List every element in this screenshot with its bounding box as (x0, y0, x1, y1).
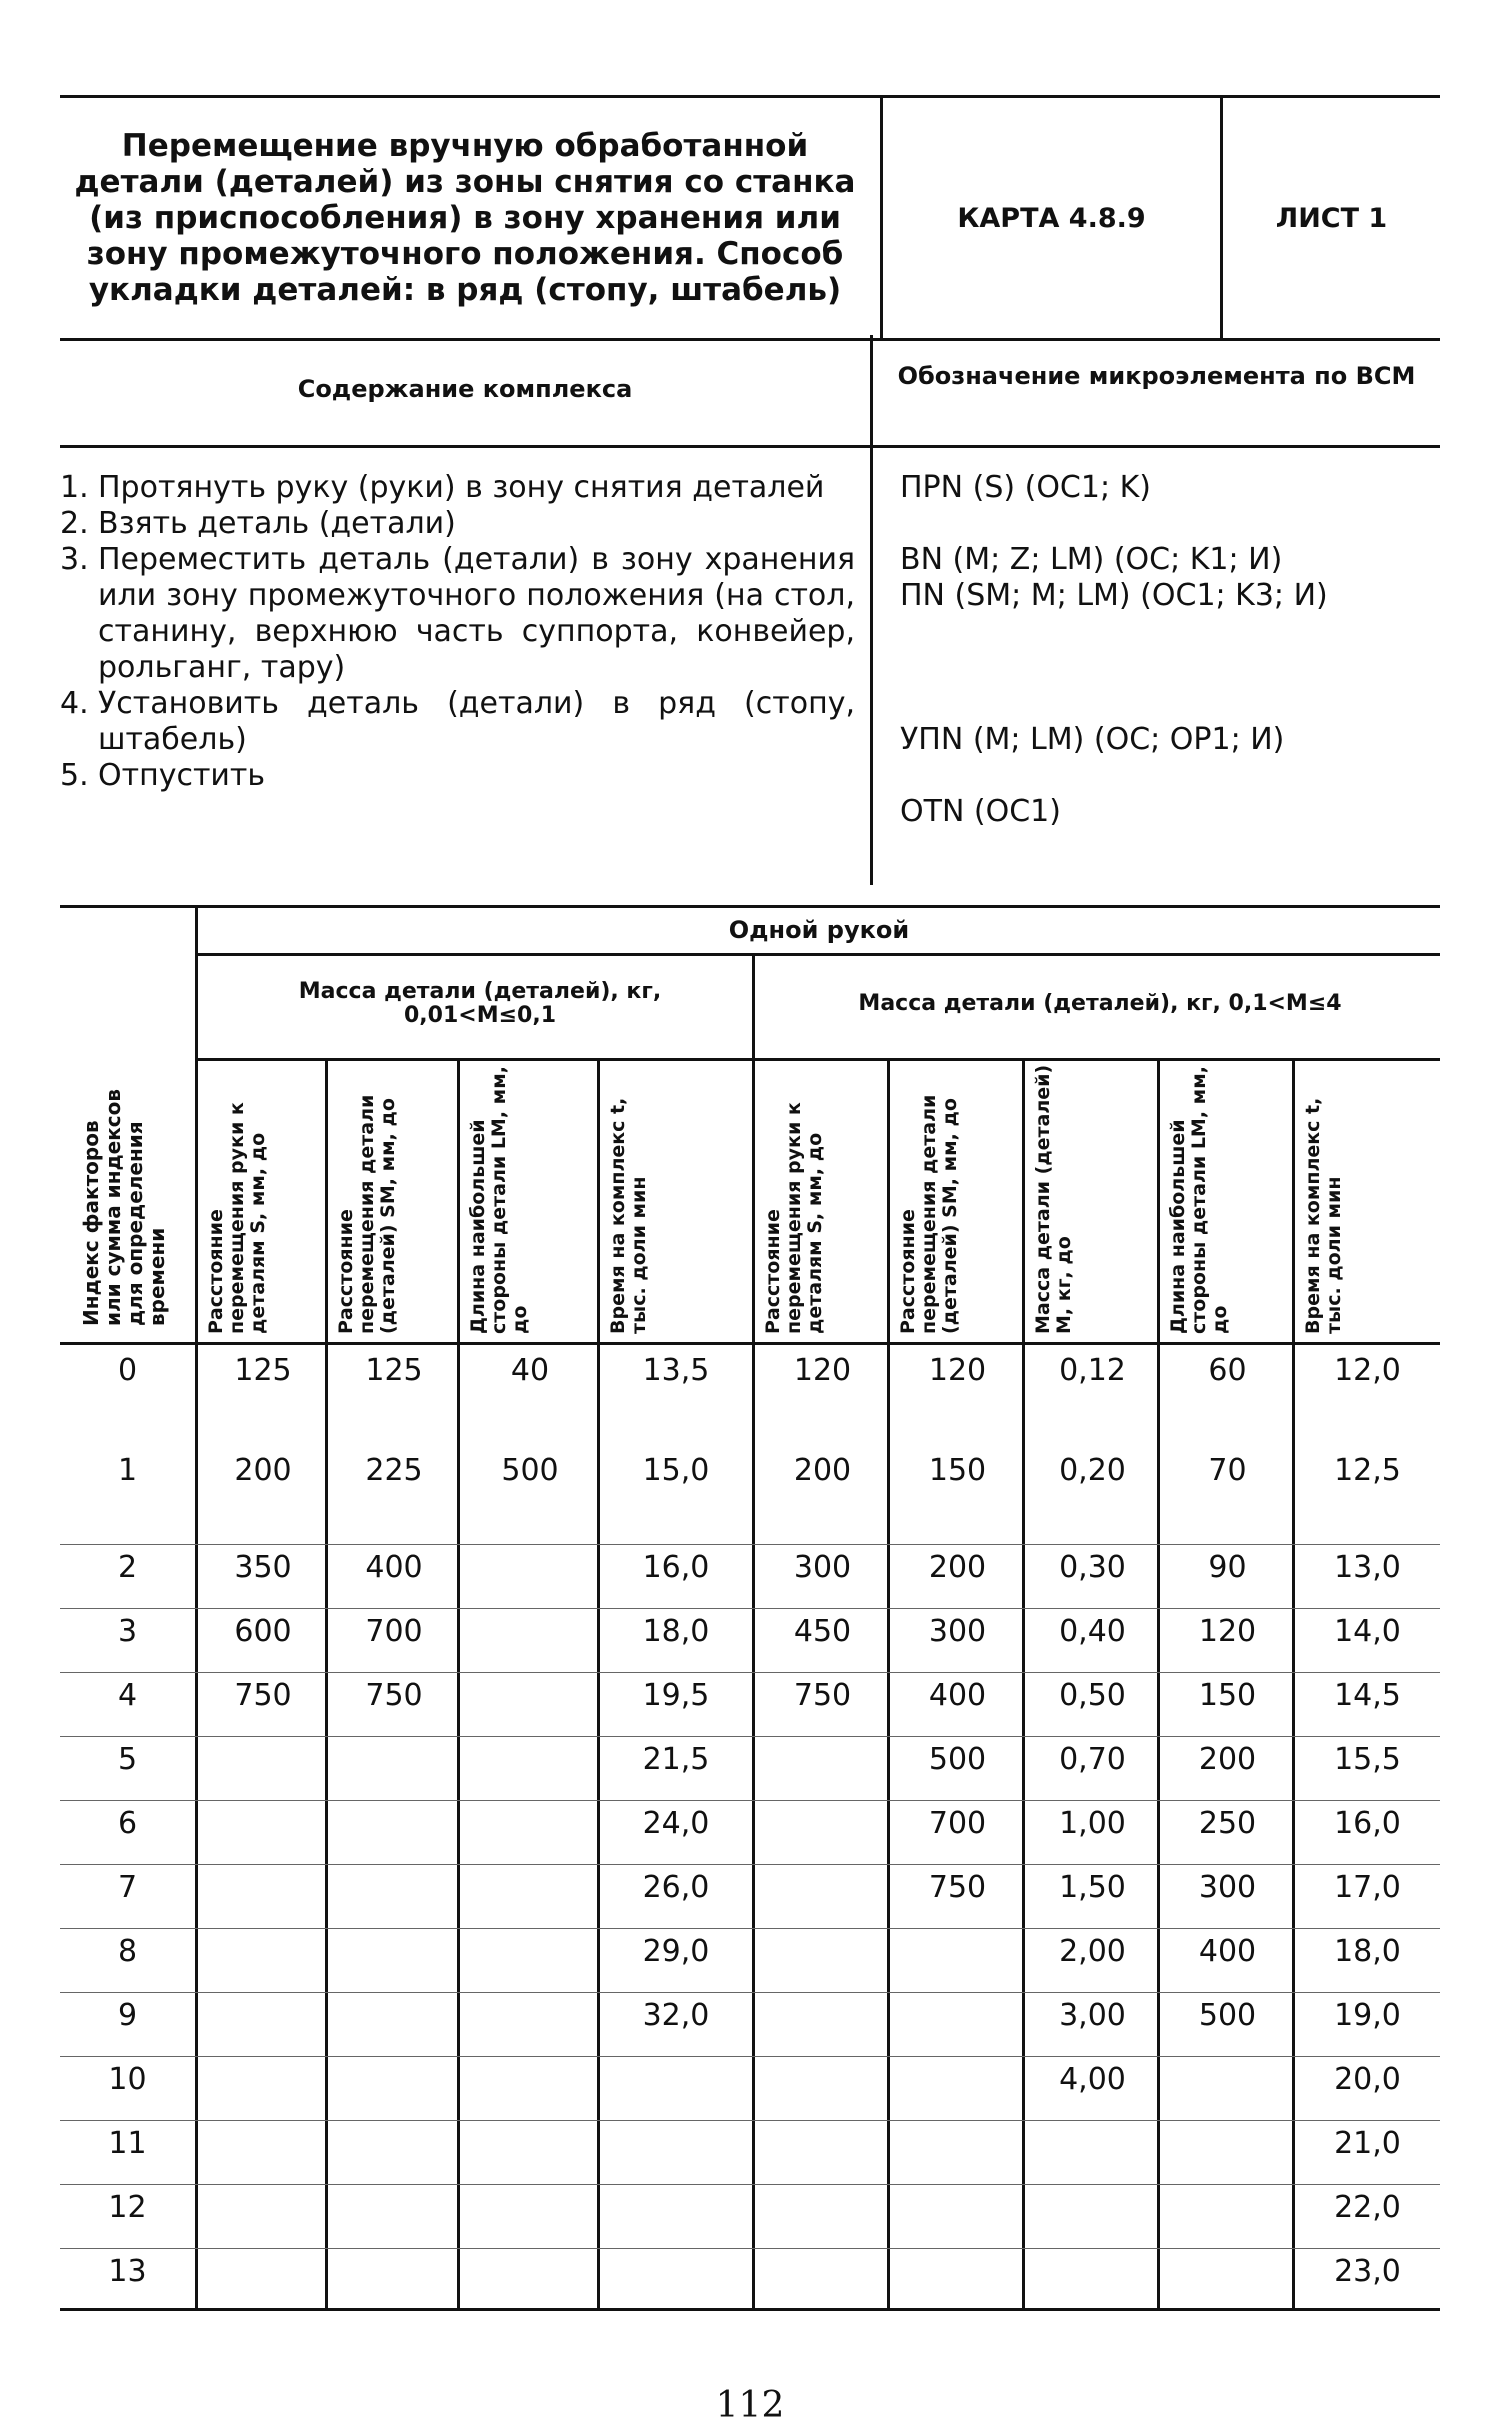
row-index: 0 (117, 1353, 138, 1388)
step-code: BN (M; Z; LM) (OC; K1; И) (900, 542, 1283, 577)
step-code: УПN (M; LM) (OC; OP1; И) (900, 722, 1285, 757)
table-cell: 3,00 (1059, 1998, 1126, 2033)
row-line (60, 2120, 1440, 2121)
table-cell: 150 (1198, 1678, 1257, 1713)
table-cell: 120 (1198, 1614, 1257, 1649)
row-line (60, 2056, 1440, 2057)
step-item: 2. Взять деталь (детали) (60, 506, 456, 541)
row-index: 1 (117, 1453, 138, 1488)
table-cell: 21,5 (642, 1742, 710, 1777)
table-cell: 225 (365, 1453, 423, 1488)
step-item: 1. Протянуть руку (руки) в зону снятия деталей (60, 470, 825, 505)
page-number: 112 (715, 2385, 785, 2426)
row-line (60, 1608, 1440, 1609)
table-cell: 24,0 (642, 1806, 710, 1841)
divider (60, 1342, 1440, 1345)
norms-table: Одной рукой Масса детали (деталей), кг, 0,01<M≤0,1 Масса детали (деталей), кг, 0,1<M≤4 Индекс факторов или сумма индексов для определения времени Расстояние перемещения руки к деталям S, мм, до Расстояние перемещения детали (деталей) SM, мм, до Длина наибольшей стороны детали LM, мм, до Время на комплекс t, тыс. доли мин Расстояние перемещения руки к деталям S, мм, до Расстояние перемещения детали (деталей) SM, мм, до Масса детали (деталей) M, кг, до Длина наибольшей стороны детали LM, мм, до Время на комплекс t, тыс. доли мин 0 125 125 40 13,5 120 120 0,12 60 12,0 1 200 225 500 15,0 200 150 0,20 70 12,5 2 350 400 16,0 300 200 0,30 90 13,0 3 600 700 18,0 450 300 0,40 120 14,0 4 750 750 19,5 750 400 0,50 150 14,5 5 21,5 500 0,70 200 15,5 6 24,0 700 1,00 250 16,0 7 26,0 750 1,50 300 17,0 8 29,0 2,00 400 18,0 9 32,0 3,00 500 19,0 10 4,00 20,0 11 21,0 12 22,0 13 23,0 (60, 905, 1440, 2311)
row-line (60, 1544, 1440, 1545)
row-line (60, 1928, 1440, 1929)
row-index: 11 (108, 2126, 147, 2161)
divider (198, 1058, 1440, 1061)
table-cell: 150 (928, 1453, 987, 1488)
table-cell: 12,5 (1334, 1453, 1401, 1488)
content-header: Содержание комплекса (297, 375, 633, 403)
table-cell: 13,5 (642, 1353, 710, 1388)
step-item: 4. Установить деталь (детали) в ряд (стопу, штабель) (60, 686, 855, 757)
table-cell: 18,0 (642, 1614, 710, 1649)
row-index: 12 (108, 2190, 147, 2225)
row-index: 8 (117, 1934, 138, 1969)
table-cell: 32,0 (642, 1998, 710, 2033)
group1-header: Масса детали (деталей), кг, 0,01<M≤0,1 (298, 979, 662, 1028)
row-line (60, 2248, 1440, 2249)
divider (198, 953, 1440, 956)
row-index: 9 (117, 1998, 138, 2033)
table-cell: 15,5 (1334, 1742, 1401, 1777)
table-cell: 300 (928, 1614, 987, 1649)
table-cell: 700 (928, 1806, 987, 1841)
table-cell: 300 (1198, 1870, 1257, 1905)
step-item: 5. Отпустить (60, 758, 266, 793)
table-cell: 0,40 (1059, 1614, 1126, 1649)
card-title: Перемещение вручную обработанной детали (деталей) из зоны снятия со станка (из приспособления) в зону хранения или зону промежуточного положения. Способ укладки деталей: в ряд (стопу, штабель) (74, 128, 856, 308)
table-cell: 1,50 (1059, 1870, 1126, 1905)
table-cell: 21,0 (1334, 2126, 1401, 2161)
table-cell: 0,30 (1059, 1550, 1126, 1585)
table-cell: 500 (928, 1742, 987, 1777)
divider (870, 335, 873, 885)
steps-list (60, 470, 855, 794)
table-cell: 250 (1198, 1806, 1257, 1841)
table-cell: 14,5 (1334, 1678, 1401, 1713)
table-cell: 19,5 (642, 1678, 710, 1713)
table-cell: 400 (365, 1550, 423, 1585)
table-cell: 23,0 (1334, 2254, 1401, 2289)
table-cell: 500 (1198, 1998, 1257, 2033)
table-cell: 1,00 (1059, 1806, 1126, 1841)
table-cell: 0,20 (1059, 1453, 1126, 1488)
table-cell: 500 (501, 1453, 559, 1488)
table-cell: 17,0 (1334, 1870, 1401, 1905)
row-line (60, 1672, 1440, 1673)
row-line (60, 2184, 1440, 2185)
table-cell: 400 (1198, 1934, 1257, 1969)
content-section (60, 335, 1440, 885)
card-number: КАРТА 4.8.9 (957, 203, 1146, 234)
table-cell: 60 (1208, 1353, 1247, 1388)
table-cell: 300 (793, 1550, 852, 1585)
table-cell: 750 (793, 1678, 852, 1713)
row-line (60, 1864, 1440, 1865)
row-index: 6 (117, 1806, 138, 1841)
table-cell: 450 (793, 1614, 852, 1649)
table-cell: 0,12 (1059, 1353, 1126, 1388)
table-cell: 12,0 (1334, 1353, 1401, 1388)
table-cell: 18,0 (1334, 1934, 1401, 1969)
row-index: 7 (117, 1870, 138, 1905)
row-line (60, 1736, 1440, 1737)
table-cell: 200 (1198, 1742, 1257, 1777)
sheet-number: ЛИСТ 1 (1275, 203, 1388, 234)
row-line (60, 1800, 1440, 1801)
row-index: 10 (108, 2062, 147, 2097)
step-code: OTN (OC1) (900, 794, 1061, 829)
table-cell: 120 (793, 1353, 852, 1388)
row-index: 13 (108, 2254, 147, 2289)
table-cell: 19,0 (1334, 1998, 1401, 2033)
row-index: 2 (117, 1550, 138, 1585)
table-cell: 22,0 (1334, 2190, 1401, 2225)
step-code: ПРN (S) (OC1; K) (900, 470, 1151, 505)
table-cell: 125 (234, 1353, 292, 1388)
row-index: 5 (117, 1742, 138, 1777)
one-hand-header: Одной рукой (728, 916, 910, 944)
table-cell: 14,0 (1334, 1614, 1401, 1649)
table-cell: 200 (793, 1453, 852, 1488)
group2-header: Масса детали (деталей), кг, 0,1<M≤4 (858, 991, 1342, 1016)
table-cell: 20,0 (1334, 2062, 1401, 2097)
step-code: ПN (SM; M; LM) (OC1; K3; И) (900, 578, 1328, 613)
table-cell: 600 (234, 1614, 292, 1649)
table-cell: 200 (234, 1453, 292, 1488)
table-cell: 0,70 (1059, 1742, 1126, 1777)
row-line (60, 1992, 1440, 1993)
table-cell: 16,0 (642, 1550, 710, 1585)
table-cell: 15,0 (642, 1453, 710, 1488)
table-cell: 125 (365, 1353, 423, 1388)
table-cell: 400 (928, 1678, 987, 1713)
table-cell: 13,0 (1334, 1550, 1401, 1585)
table-cell: 90 (1208, 1550, 1247, 1585)
table-cell: 0,50 (1059, 1678, 1126, 1713)
table-cell: 29,0 (642, 1934, 710, 1969)
table-cell: 200 (928, 1550, 987, 1585)
table-cell: 750 (928, 1870, 987, 1905)
table-cell: 2,00 (1059, 1934, 1126, 1969)
table-cell: 750 (365, 1678, 423, 1713)
table-cell: 700 (365, 1614, 423, 1649)
card-header (60, 95, 1440, 341)
table-cell: 26,0 (642, 1870, 710, 1905)
divider (60, 445, 1440, 448)
table-cell: 16,0 (1334, 1806, 1401, 1841)
microelement-header: Обозначение микроэлемента по ВСМ (897, 362, 1416, 390)
table-cell: 350 (234, 1550, 292, 1585)
table-cell: 120 (928, 1353, 987, 1388)
table-cell: 4,00 (1059, 2062, 1126, 2097)
step-item: 3. Переместить деталь (детали) в зону хранения или зону промежуточного положения (на стол, станину, верхнюю часть суппорта, конвейер, рольганг, тару) (60, 542, 855, 685)
table-cell: 750 (234, 1678, 292, 1713)
table-cell: 70 (1208, 1453, 1247, 1488)
row-index: 3 (117, 1614, 138, 1649)
row-index: 4 (117, 1678, 138, 1713)
table-cell: 40 (510, 1353, 550, 1388)
